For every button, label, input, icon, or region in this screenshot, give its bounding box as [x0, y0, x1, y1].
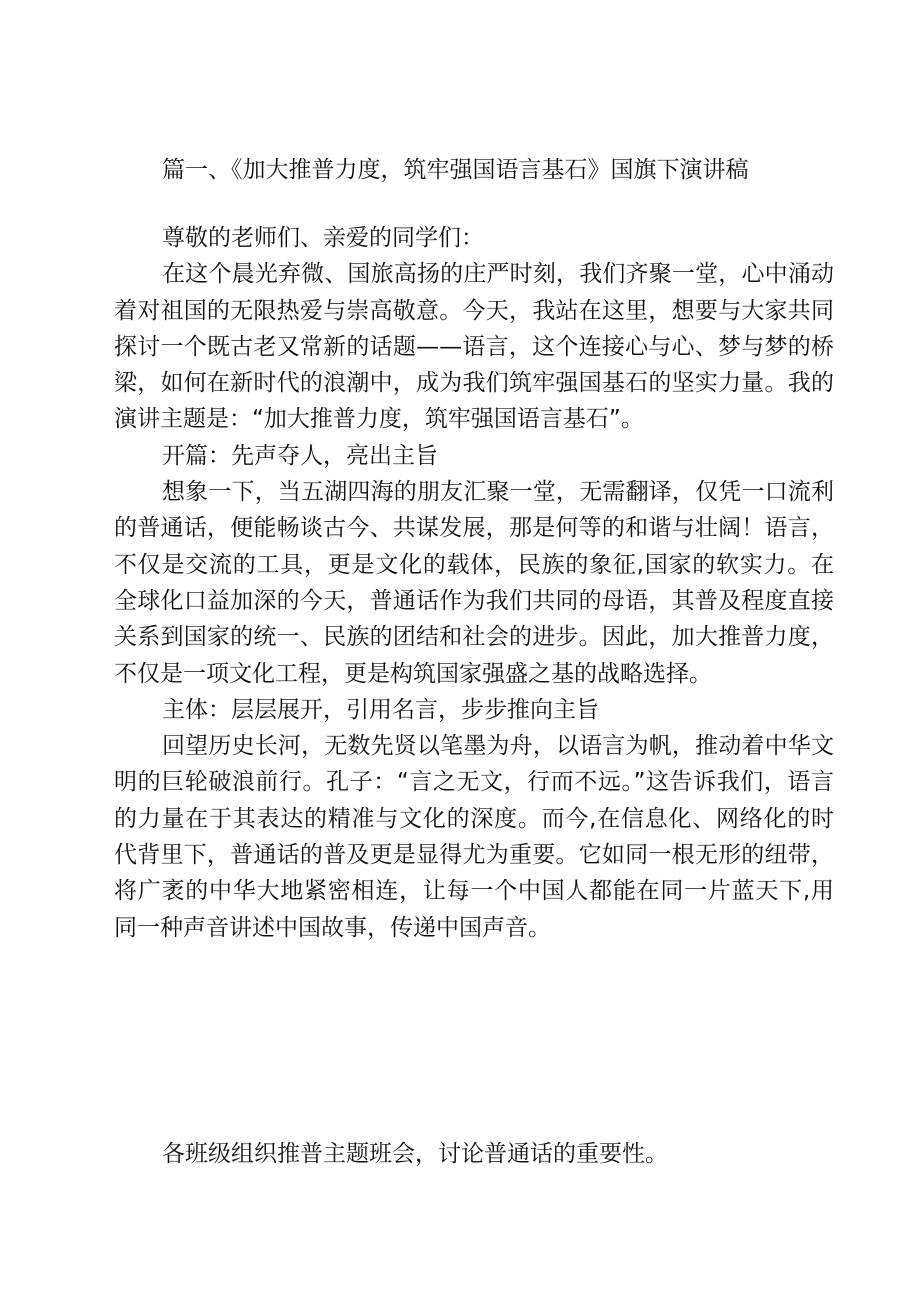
section-heading-main: 主体：层层展开，引用名言，步步推向主旨: [162, 696, 599, 723]
document-body: [114, 220, 834, 946]
intro-paragraph: 在这个晨光弃微、国旅高扬的庄严时刻，我们齐聚一堂，心中涌动着对祖国的无限热爱与崇高敬意。今天，我站在这里，想要与大家共同探讨一个既古老又常新的话题——语言，这个连接心与心、梦与梦的桥梁，如何在新时代的浪潮中，成为我们筑牢强国基石的坚实力量。我的演讲主题是：“加大推普力度，筑牢强国语言基石”。: [114, 261, 834, 433]
main-paragraph: 回望历史长河，无数先贤以笔墨为舟，以语言为帆，推动着中华文明的巨轮破浪前行。孔子：“言之无文，行而不远。”这告诉我们，语言的力量在于其表达的精准与文化的深度。而今,在信息化、网络化的时代背里下，普通话的普及更是显得尤为重要。它如同一根无形的纽带，将广袤的中华大地紧密相连，让每一个中国人都能在同一片蓝天下,用同一种声音讲述中国故事，传递中国声音。: [114, 733, 834, 941]
salutation-paragraph: 尊敬的老师们、亲爱的同学们：: [162, 225, 484, 251]
section-heading-opening: 开篇：先声夺人，亮出主旨: [162, 442, 438, 469]
document-title: 篇一、《加大推普力度，筑牢强国语言基石》国旗下演讲稿: [162, 157, 749, 183]
opening-paragraph: 想象一下，当五湖四海的朋友汇聚一堂，无需翻译，仅凭一口流利的普通话，便能畅谈古今、共谋发展，那是何等的和谐与壮阔！语言，不仅是交流的工具，更是文化的载体，民族的象征,国家的软实力。在全球化口益加深的今天，普通话作为我们共同的母语，其普及程度直接关系到国家的统一、民族的团结和社会的进步。因此，加大推普力度，不仅是一项文化工程，更是构筑国家强盛之基的战略选择。: [114, 479, 834, 687]
activity-line: 各班级组织推普主题班会，讨论普通话的重要性。: [162, 1141, 668, 1167]
